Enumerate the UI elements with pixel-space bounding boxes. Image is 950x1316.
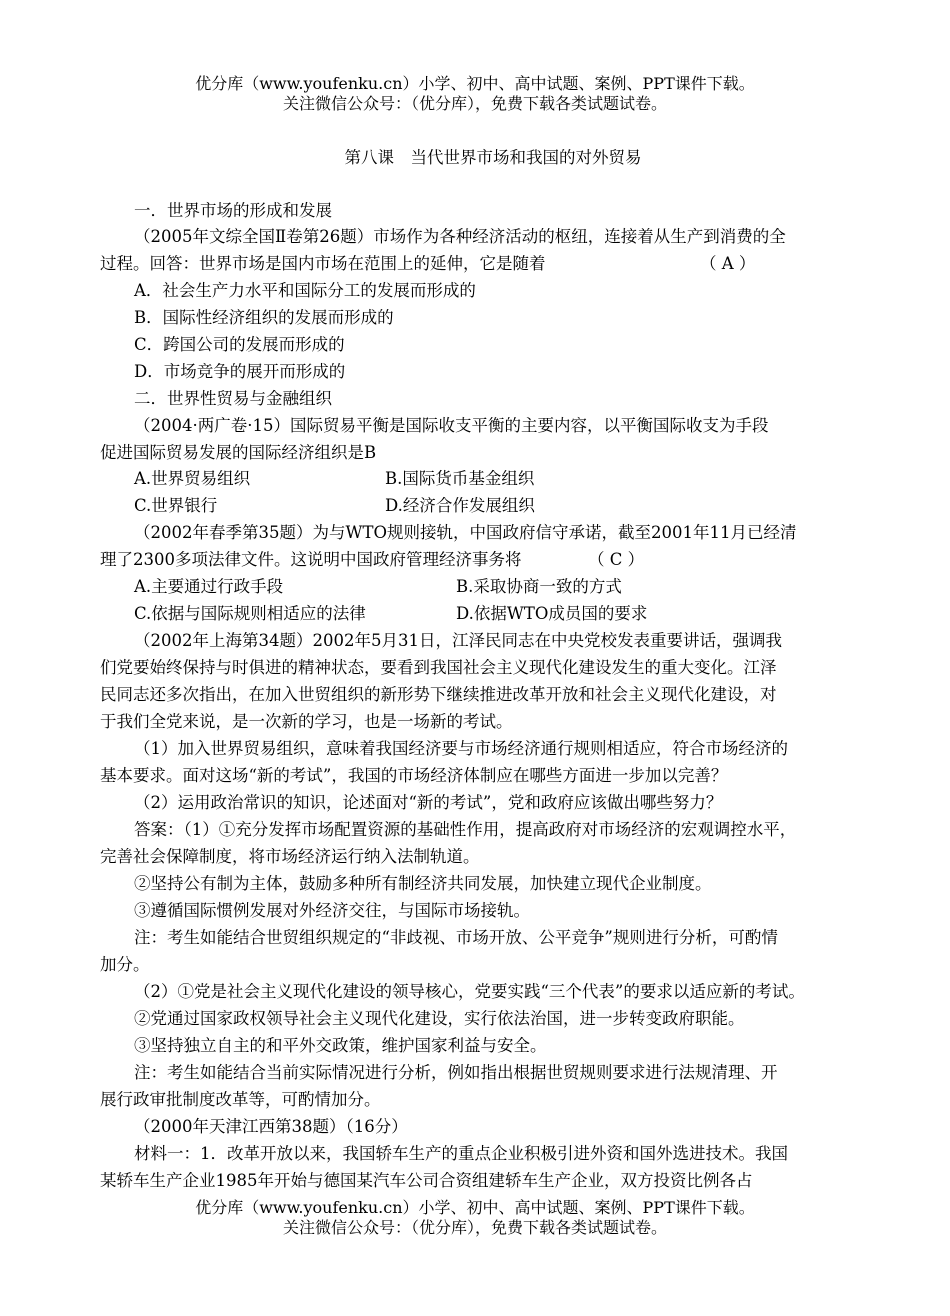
q3-option-b: B.采取协商一致的方式: [456, 577, 622, 596]
footer-line-2: 关注微信公众号：（优分库），免费下载各类试题试卷。: [282, 1218, 667, 1237]
q4-answer-2-point-2: ②党通过国家政权领导社会主义现代化建设，实行依法治国，进一步转变政府职能。: [134, 1009, 745, 1028]
q1-stem-line-1: （2005年文综全国Ⅱ卷第26题）市场作为各种经济活动的枢纽，连接着从生产到消费的全: [134, 227, 786, 246]
q1-stem-line-2: 过程。回答：世界市场是国内市场在范围上的延伸，它是随着: [100, 254, 546, 273]
q4-answer-1-line-1: 答案：（1）①充分发挥市场配置资源的基础性作用，提高政府对市场经济的宏观调控水平，: [134, 820, 797, 839]
q1-option-d: D．市场竞争的展开而形成的: [134, 362, 346, 381]
q3-stem-line-2: 理了2300多项法律文件。这说明中国政府管理经济事务将: [100, 550, 522, 569]
section-2-heading: 二．世界性贸易与金融组织: [134, 389, 332, 408]
q3-option-d: D.依据WTO成员国的要求: [456, 604, 648, 623]
q4-note-2-line-2: 展行政审批制度改革等，可酌情加分。: [100, 1090, 381, 1109]
q3-option-c: C.依据与国际规则相适应的法律: [134, 604, 366, 623]
q2-stem-line-1: （2004·两广卷·15）国际贸易平衡是国际收支平衡的主要内容，以平衡国际收支为手段: [134, 416, 769, 435]
q5-material-line-2: 某轿车生产企业1985年开始与德国某汽车公司合资组建轿车生产企业，双方投资比例各占: [100, 1171, 753, 1190]
q4-answer-2-point-1: （2）①党是社会主义现代化建设的领导核心，党要实践“三个代表”的要求以适应新的考试。: [134, 982, 805, 1001]
q4-answer-1-point-3: ③遵循国际惯例发展对外经济交往，与国际市场接轨。: [134, 901, 530, 920]
q1-option-a: A．社会生产力水平和国际分工的发展而形成的: [134, 281, 476, 300]
q2-option-a: A.世界贸易组织: [134, 469, 251, 488]
header-line-1: 优分库（www.youfenku.cn）小学、初中、高中试题、案例、PPT课件下载。: [195, 74, 755, 93]
q4-answer-1-line-2: 完善社会保障制度，将市场经济运行纳入法制轨道。: [100, 847, 480, 866]
q4-sub1-line-2: 基本要求。面对这场“新的考试”，我国的市场经济体制应在哪些方面进一步加以完善？: [100, 766, 728, 785]
q3-answer: （ C ）: [588, 550, 645, 569]
q4-answer-2-point-3: ③坚持独立自主的和平外交政策，维护国家利益与安全。: [134, 1036, 547, 1055]
q3-option-a: A.主要通过行政手段: [134, 577, 284, 596]
q4-answer-1-point-2: ②坚持公有制为主体，鼓励多种所有制经济共同发展，加快建立现代企业制度。: [134, 874, 712, 893]
q5-stem: （2000年天津江西第38题）（16分）: [134, 1117, 408, 1136]
footer-line-1: 优分库（www.youfenku.cn）小学、初中、高中试题、案例、PPT课件下载。: [195, 1198, 755, 1217]
q4-sub1-line-1: （1）加入世界贸易组织，意味着我国经济要与市场经济通行规则相适应，符合市场经济的: [134, 739, 788, 758]
q1-answer: （ A ）: [700, 254, 756, 273]
q1-option-b: B．国际性经济组织的发展而形成的: [134, 308, 394, 327]
q4-paragraph-line-1: （2002年上海第34题）2002年5月31日，江泽民同志在中央党校发表重要讲话，强调我: [134, 631, 782, 650]
q4-note-2-line-1: 注：考生如能结合当前实际情况进行分析，例如指出根据世贸规则要求进行法规清理、开: [134, 1063, 778, 1082]
q2-stem-line-2: 促进国际贸易发展的国际经济组织是B: [100, 443, 377, 462]
q5-material-line-1: 材料一：1．改革开放以来，我国轿车生产的重点企业积极引进外资和国外选进技术。我国: [134, 1144, 788, 1163]
q2-option-d: D.经济合作发展组织: [385, 496, 535, 515]
section-1-heading: 一．世界市场的形成和发展: [134, 201, 332, 220]
q4-sub2: （2）运用政治常识的知识，论述面对“新的考试”，党和政府应该做出哪些努力？: [134, 793, 723, 812]
page-title: 第八课 当代世界市场和我国的对外贸易: [344, 148, 642, 167]
q2-option-b: B.国际货币基金组织: [385, 469, 535, 488]
q4-note-1-line-2: 加分。: [100, 955, 150, 974]
q4-paragraph-line-2: 们党要始终保持与时俱进的精神状态，要看到我国社会主义现代化建设发生的重大变化。江泽: [100, 658, 777, 677]
q2-option-c: C.世界银行: [134, 496, 218, 515]
q4-paragraph-line-4: 于我们全党来说，是一次新的学习，也是一场新的考试。: [100, 712, 513, 731]
q4-note-1-line-1: 注：考生如能结合世贸组织规定的“非歧视、市场开放、公平竞争”规则进行分析，可酌情: [134, 928, 778, 947]
q4-paragraph-line-3: 民同志还多次指出，在加入世贸组织的新形势下继续推进改革开放和社会主义现代化建设，对: [100, 685, 777, 704]
header-line-2: 关注微信公众号：（优分库），免费下载各类试题试卷。: [282, 94, 667, 113]
q3-stem-line-1: （2002年春季第35题）为与WTO规则接轨，中国政府信守承诺，截至2001年11月已经清: [134, 523, 797, 542]
q1-option-c: C．跨国公司的发展而形成的: [134, 335, 345, 354]
